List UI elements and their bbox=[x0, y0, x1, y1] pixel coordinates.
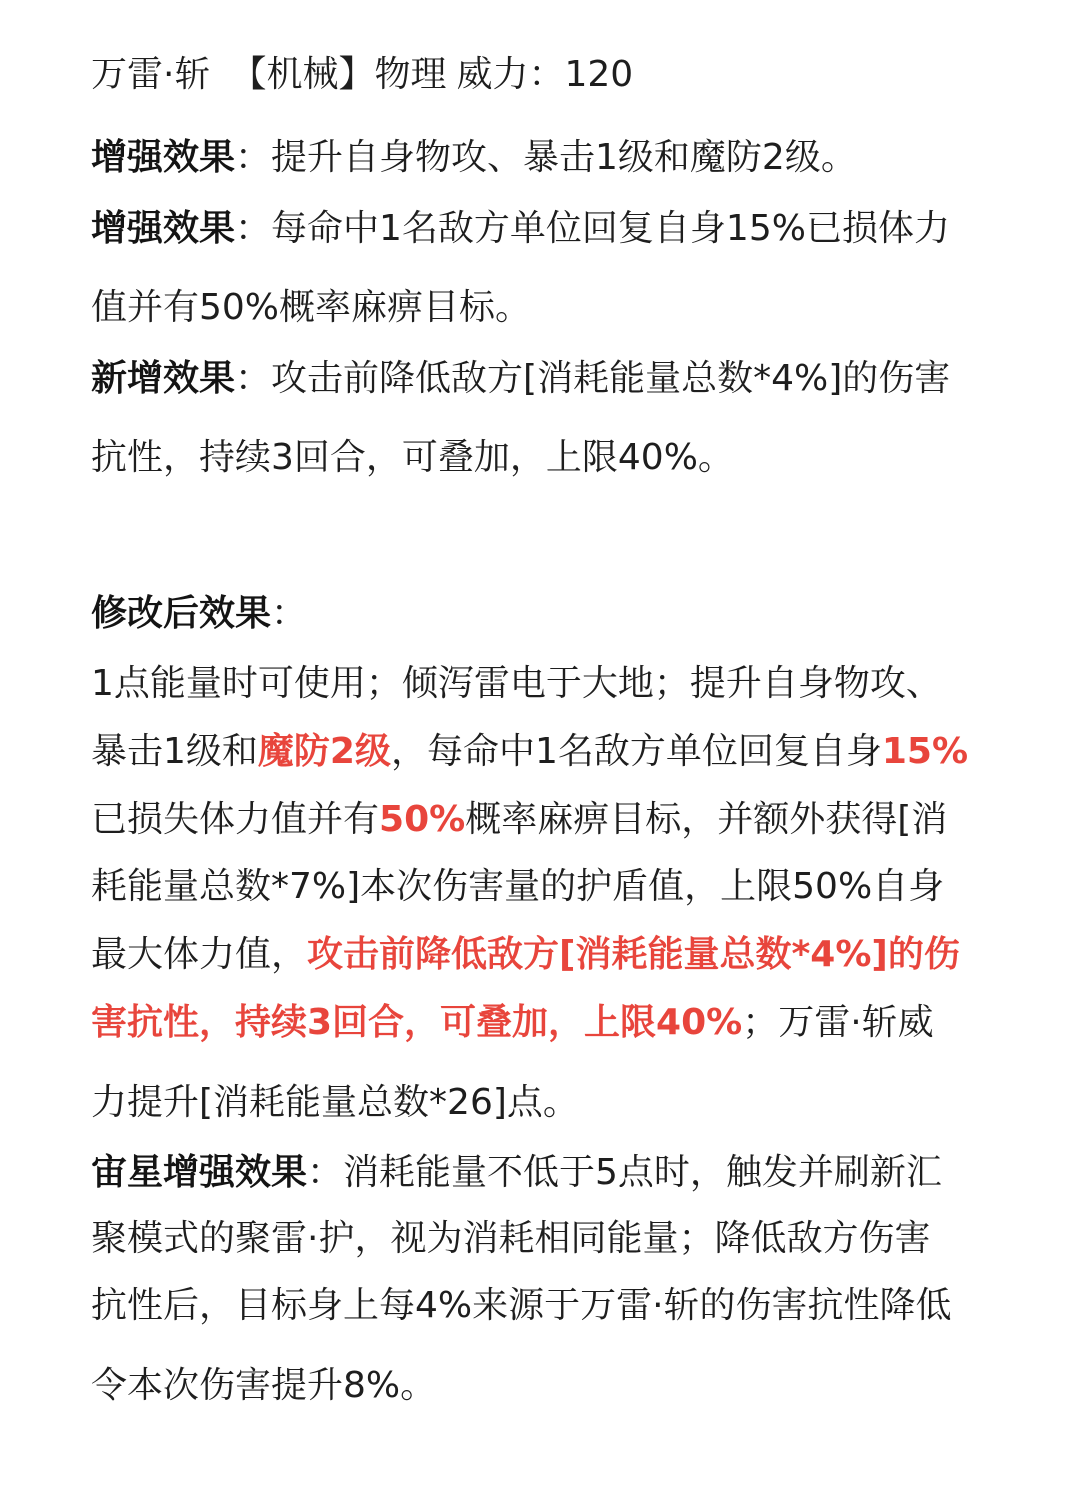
star-line-cont bbox=[91, 1214, 930, 1264]
effect-line-cont bbox=[91, 283, 531, 333]
highlight-text: 15% bbox=[881, 731, 969, 772]
star-text: 抗性后，目标身上每4%来源于万雷·斩的伤害抗性降低 bbox=[91, 1285, 952, 1326]
modified-text: 力提升[消耗能量总数*26]点。 bbox=[91, 1082, 579, 1123]
modified-text: 暴击1级和 bbox=[91, 731, 258, 772]
effect-text: 值并有50%概率麻痹目标。 bbox=[91, 287, 532, 328]
effect-text: 抗性，持续3回合，可叠加，上限40%。 bbox=[91, 437, 734, 478]
skill-power: 威力：120 bbox=[456, 54, 634, 95]
highlight-text: 50% bbox=[379, 799, 466, 840]
star-line-cont bbox=[91, 1281, 952, 1331]
star-label: 宙星增强效果 bbox=[91, 1152, 308, 1193]
effect-text: 提升自身物攻、暴击1级和魔防2级。 bbox=[271, 137, 857, 178]
modified-line bbox=[91, 998, 934, 1048]
effect-line bbox=[91, 204, 950, 254]
modified-text: ；万雷·斩威 bbox=[742, 1002, 934, 1043]
effect-label: 增强效果 bbox=[91, 208, 236, 249]
modified-line bbox=[91, 862, 944, 912]
modified-line bbox=[91, 795, 947, 845]
modified-text: 1点能量时可使用；倾泻雷电于大地；提升自身物攻、 bbox=[91, 663, 942, 704]
highlight-text: 害抗性，持续3回合，可叠加，上限40% bbox=[91, 1002, 743, 1043]
star-line-cont bbox=[91, 1361, 436, 1411]
highlight-text: 魔防2级 bbox=[257, 731, 391, 772]
modified-text: ，每命中1名敌方单位回复自身 bbox=[390, 731, 882, 772]
effect-text: 攻击前降低敌方[消耗能量总数*4%]的伤害 bbox=[271, 358, 951, 399]
effect-line bbox=[91, 133, 857, 183]
effect-colon: ： bbox=[235, 358, 272, 399]
modified-text: 已损失体力值并有 bbox=[91, 799, 380, 840]
highlight-text: 攻击前降低敌方[消耗能量总数*4%]的伤 bbox=[307, 934, 960, 975]
modified-line bbox=[91, 1078, 579, 1128]
effect-line-cont bbox=[91, 433, 734, 483]
skill-type-tag: 【机械】物理 bbox=[230, 54, 447, 95]
modified-heading: 修改后效果： bbox=[91, 593, 308, 634]
star-line: 宙星增强效果：消耗能量不低于5点时，触发并刷新汇 bbox=[91, 1152, 942, 1193]
modified-text: 耗能量总数*7%]本次伤害量的护盾值，上限50%自身 bbox=[91, 866, 945, 907]
effect-label: 增强效果 bbox=[91, 137, 236, 178]
effect-line bbox=[91, 354, 950, 404]
effect-label: 新增效果 bbox=[91, 358, 236, 399]
modified-line bbox=[91, 659, 942, 709]
star-text: 聚模式的聚雷·护，视为消耗相同能量；降低敌方伤害 bbox=[91, 1218, 931, 1259]
modified-text: 最大体力值， bbox=[91, 934, 308, 975]
skill-name: 万雷·斩 bbox=[91, 54, 211, 95]
effect-colon: ： bbox=[235, 208, 272, 249]
effect-colon: ： bbox=[235, 137, 272, 178]
modified-text: 概率麻痹目标，并额外获得[消 bbox=[465, 799, 948, 840]
star-text: 令本次伤害提升8%。 bbox=[91, 1365, 437, 1406]
skill-header bbox=[91, 50, 633, 100]
star-text: 消耗能量不低于5点时，触发并刷新汇 bbox=[343, 1152, 942, 1193]
effect-text: 每命中1名敌方单位回复自身15%已损体力 bbox=[271, 208, 950, 249]
modified-heading-text: 修改后效果 bbox=[91, 593, 272, 634]
modified-line bbox=[91, 930, 960, 980]
modified-line bbox=[91, 727, 968, 777]
